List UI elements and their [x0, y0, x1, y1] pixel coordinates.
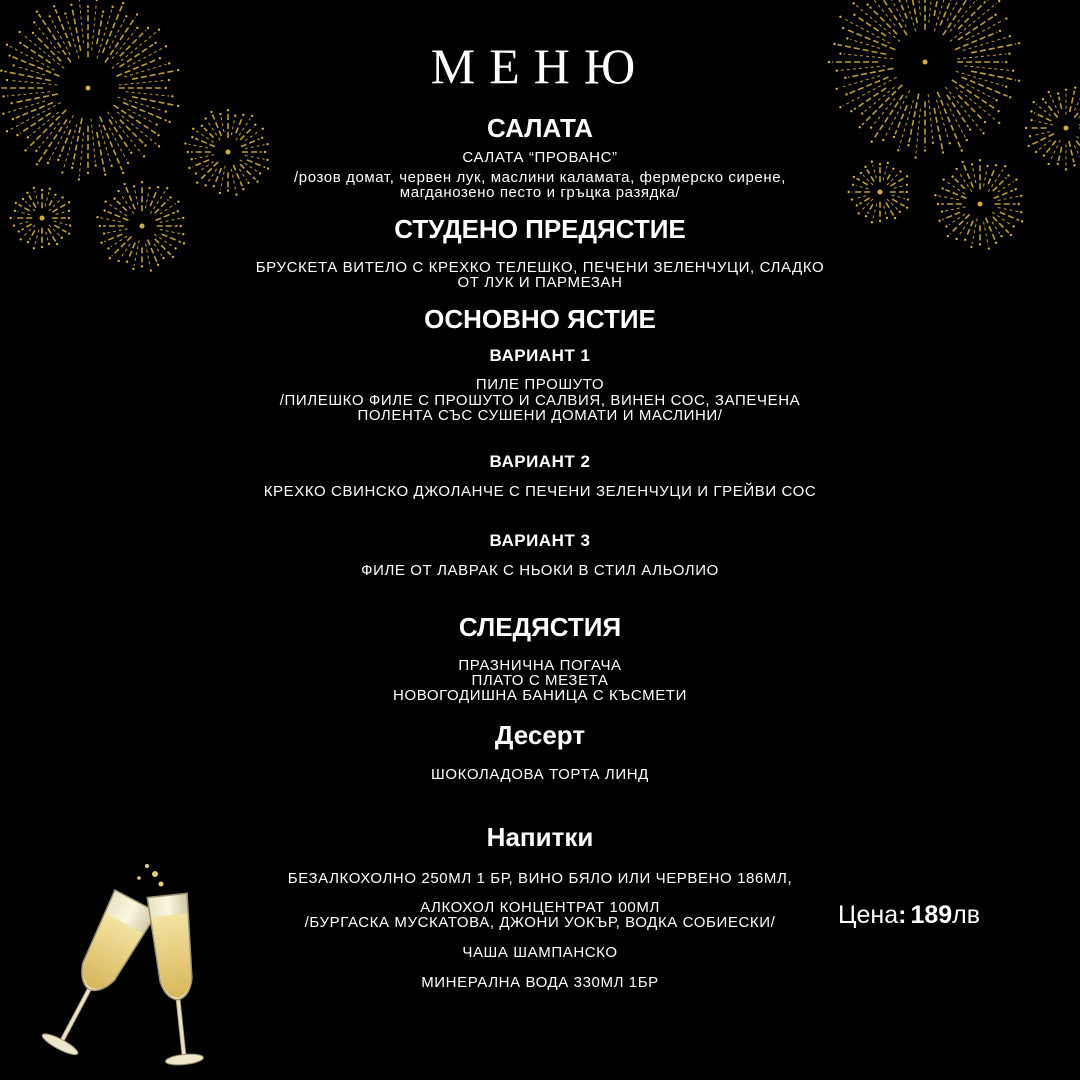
main-course-heading: ОСНОВНО ЯСТИЕ [424, 304, 656, 334]
dessert-heading: Десерт [494, 720, 586, 750]
price [838, 898, 980, 932]
variant-3-line: ФИЛЕ ОТ ЛАВРАК С НЬОКИ В СТИЛ АЛЬОЛИО [361, 562, 719, 579]
salad-line: /розов домат, червен лук, маслини каламата, фермерско сирене, [294, 169, 786, 186]
salad-line: магданозено песто и гръцка разядка/ [399, 184, 681, 201]
variant-1-line: ПИЛЕ ПРОШУТО [475, 376, 605, 393]
menu-title: МЕНЮ [430, 38, 650, 94]
price-label: Цена [838, 901, 899, 929]
drinks-line: ЧАША ШАМПАНСКО [462, 944, 618, 961]
drinks-line: БЕЗАЛКОХОЛНО 250МЛ 1 БР, ВИНО БЯЛО ИЛИ ЧЕРВЕНО 186МЛ, [287, 870, 793, 887]
drinks-line: МИНЕРАЛНА ВОДА 330МЛ 1БР [421, 974, 659, 991]
cold-starter-line: ОТ ЛУК И ПАРМЕЗАН [457, 274, 623, 291]
drinks-line: /БУРГАСКА МУСКАТОВА, ДЖОНИ УОКЪР, ВОДКА СОБИЕСКИ/ [304, 914, 776, 931]
drinks-heading: Напитки [486, 822, 594, 852]
variant-1-label: ВАРИАНТ 1 [489, 346, 591, 365]
variant-1-line: /ПИЛЕШКО ФИЛЕ С ПРОШУТО И САЛВИЯ, ВИНЕН СОС, ЗАПЕЧЕНА [279, 392, 801, 409]
price-separator: : [898, 901, 907, 929]
cold-starter-line: БРУСКЕТА ВИТЕЛО С КРЕХКО ТЕЛЕШКО, ПЕЧЕНИ ЗЕЛЕНЧУЦИ, СЛАДКО [255, 259, 825, 276]
sides-line: ПЛАТО С МЕЗЕТА [471, 672, 609, 689]
salad-heading: САЛАТА [487, 113, 593, 143]
drinks-line: АЛКОХОЛ КОНЦЕНТРАТ 100МЛ [420, 899, 660, 916]
salad-line: САЛАТА “ПРОВАНС” [462, 149, 618, 166]
variant-1-line: ПОЛЕНТА СЪС СУШЕНИ ДОМАТИ И МАСЛИНИ/ [357, 407, 723, 424]
price-amount: 189 [910, 901, 953, 929]
champagne-glasses-icon [15, 860, 205, 1075]
price-currency: лв [952, 901, 981, 929]
variant-2-line: КРЕХКО СВИНСКО ДЖОЛАНЧЕ С ПЕЧЕНИ ЗЕЛЕНЧУЦИ И ГРЕЙВИ СОС [263, 483, 817, 500]
sides-line: ПРАЗНИЧНА ПОГАЧА [458, 657, 622, 674]
sides-line: НОВОГОДИШНА БАНИЦА С КЪСМЕТИ [393, 687, 687, 704]
sides-heading: СЛЕДЯСТИЯ [458, 612, 622, 642]
variant-2-label: ВАРИАНТ 2 [489, 452, 591, 471]
cold-starter-heading: СТУДЕНО ПРЕДЯСТИЕ [394, 214, 686, 244]
dessert-line: ШОКОЛАДОВА ТОРТА ЛИНД [431, 766, 649, 783]
variant-3-label: ВАРИАНТ 3 [489, 531, 591, 550]
